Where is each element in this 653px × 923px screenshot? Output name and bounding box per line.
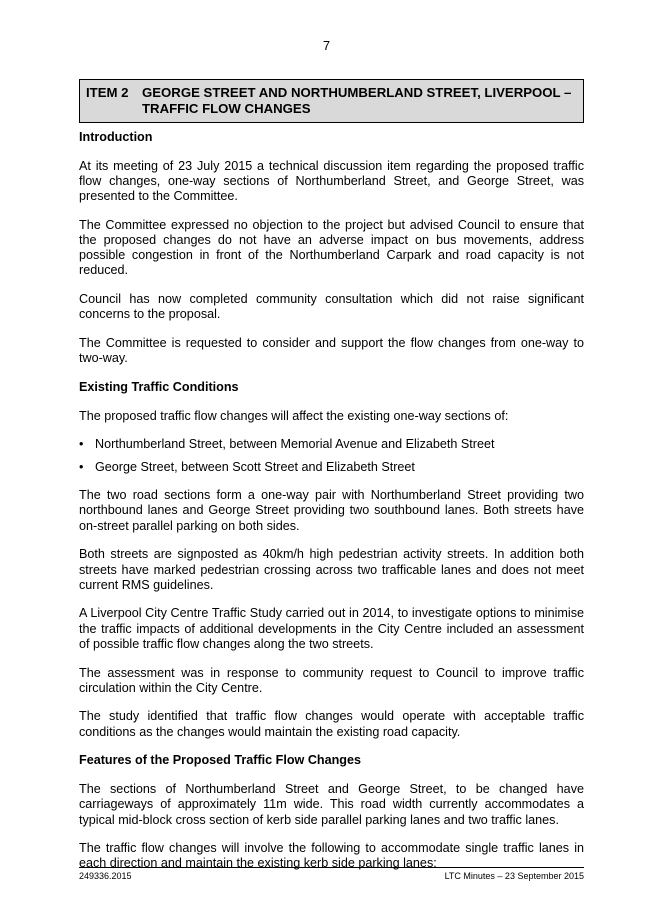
document-body [79,130,584,885]
paragraph: The assessment was in response to community request to Council to improve traffic circulation within the City Centre. [79,665,584,695]
paragraph: The proposed traffic flow changes will affect the existing one-way sections of: [79,408,509,423]
paragraph: Both streets are signposted as 40km/h high pedestrian activity streets. In addition both streets have marked pedestrian crossing across two trafficable lanes and does not meet current RMS guidelines. [79,547,584,592]
paragraph: The sections of Northumberland Street and George Street, to be changed have carriageways of approximately 11m wide. This road width currently accommodates a typical mid-block cross section of kerb side parallel parking lanes and two traffic lanes. [79,782,584,827]
existing-conditions-heading: Existing Traffic Conditions [79,379,239,394]
bullet-icon: • [79,459,84,474]
paragraph: Council has now completed community consultation which did not raise significant concerns to the proposal. [79,292,584,322]
list-item: • Northumberland Street, between Memorial Avenue and Elizabeth Street [79,437,495,452]
item-title-line1: GEORGE STREET AND NORTHUMBERLAND STREET, LIVERPOOL – [142,85,572,100]
footer-meeting-ref: LTC Minutes – 23 September 2015 [444,871,584,881]
introduction-heading: Introduction [79,130,153,144]
features-heading: Features of the Proposed Traffic Flow Changes [79,753,362,768]
paragraph: At its meeting of 23 July 2015 a technical discussion item regarding the proposed traffic flow changes, one-way sections of Northumberland Street, and George Street, was presented to the Committee. [79,158,584,204]
item-number: ITEM 2 [86,85,129,100]
paragraph: The study identified that traffic flow changes would operate with acceptable traffic conditions as the changes would maintain the existing road capacity. [79,709,584,739]
item-title [142,85,577,117]
page-number: 7 [322,38,331,53]
bullet-icon: • [79,437,84,452]
list-item: • George Street, between Scott Street and Elizabeth Street [79,459,415,474]
paragraph: The Committee is requested to consider and support the flow changes from one-way to two-way. [79,336,584,366]
page-footer [79,867,584,881]
paragraph: A Liverpool City Centre Traffic Study carried out in 2014, to investigate options to minimise the traffic impacts of additional developments in the City Centre included an assessment of possible traffic flow changes along the two streets. [79,606,584,651]
footer-document-id: 249336.2015 [79,871,132,881]
item-title-line2: TRAFFIC FLOW CHANGES [142,101,311,116]
item-title-box [79,79,584,123]
paragraph: The Committee expressed no objection to the project but advised Council to ensure that the proposed changes do not have an adverse impact on bus movements, address possible congestion in front of the Northumberland Carpark and road capacity is not reduced. [79,217,584,278]
bullet-list [79,437,584,474]
paragraph: The traffic flow changes will involve the following to accommodate single traffic lanes in each direction and maintain the existing kerb side parking lanes: [79,841,584,871]
paragraph: The two road sections form a one-way pair with Northumberland Street providing two northbound lanes and George Street providing two southbound lanes. Both streets have on-street parallel parking on both sides. [79,488,584,533]
